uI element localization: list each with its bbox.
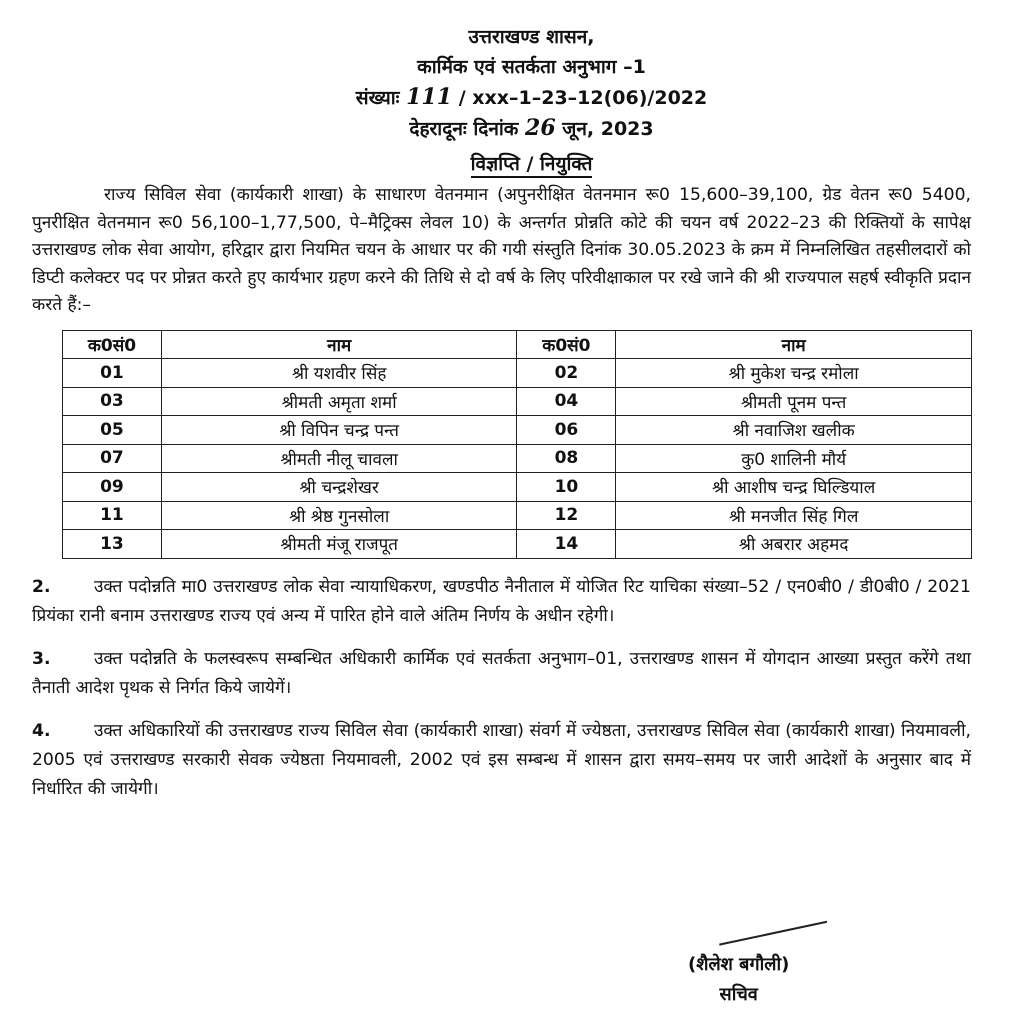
date-suffix: जून, 2023	[562, 118, 654, 140]
name-cell: श्री श्रेष्ठ गुनसोला	[161, 501, 517, 530]
name-cell: श्रीमती अमृता शर्मा	[161, 387, 517, 416]
serial-cell: 08	[517, 444, 616, 473]
serial-cell: 07	[63, 444, 162, 473]
clause-4	[32, 717, 971, 804]
department-name: कार्मिक एवं सतर्कता अनुभाग –1	[417, 56, 646, 78]
name-cell: श्री विपिन चन्द्र पन्त	[161, 416, 517, 445]
name-cell: श्रीमती पूनम पन्त	[616, 387, 972, 416]
serial-cell: 10	[517, 473, 616, 502]
name-cell: श्री नवाजिश खलीक	[616, 416, 972, 445]
serial-cell: 02	[517, 359, 616, 388]
clause-3	[32, 645, 971, 703]
name-cell: कु0 शालिनी मौर्य	[616, 444, 972, 473]
name-cell: श्री आशीष चन्द्र घिल्डियाल	[616, 473, 972, 502]
serial-cell: 04	[517, 387, 616, 416]
table-row	[63, 416, 972, 445]
table-row	[63, 444, 972, 473]
name-cell: श्री चन्द्रशेखर	[161, 473, 517, 502]
serial-cell: 11	[63, 501, 162, 530]
intro-paragraph: राज्य सिविल सेवा (कार्यकारी शाखा) के साधारण वेतनमान (अपुनरीक्षित वेतनमान रू0 15,600–39,100, ग्रेड वेतन रू0 5400, पुनरीक्षित वेतनमान रू0 56,100–1,77,500, पे–मैट्रिक्स लेवल 10) के अन्तर्गत प्रोन्नति कोटे की चयन वर्ष 2022–23 की रिक्तियों के सापेक्ष उत्तराखण्ड लोक सेवा आयोग, हरिद्वार द्वारा नियमित चयन के आधार पर की गयी संस्तुति दिनांक 30.05.2023 के क्रम में निम्नलिखित तहसीलदारों को डिप्टी कलेक्टर पद पर प्रोन्नत करते हुए कार्यभार ग्रहण करने की तिथि से दो वर्ष के लिए परिवीक्षाकाल पर रखे जाने की श्री राज्यपाल सहर्ष स्वीकृति प्रदान करते हैं:–	[32, 185, 971, 315]
government-name: उत्तराखण्ड शासन,	[468, 26, 595, 48]
name-cell: श्रीमती मंजू राजपूत	[161, 530, 517, 559]
reference-prefix: संख्याः	[355, 87, 400, 109]
clause-number: 4.	[32, 720, 51, 741]
clause-2	[32, 573, 971, 631]
name-cell: श्रीमती नीलू चावला	[161, 444, 517, 473]
clause-text: उक्त पदोन्नति मा0 उत्तराखण्ड लोक सेवा न्यायाधिकरण, खण्डपीठ नैनीताल में योजित रिट याचिका संख्या–52 / एन0बी0 / डी0बी0 / 2021 प्रियंका रानी बनाम उत्तराखण्ड राज्य एवं अन्य में पारित होने वाले अंतिम निर्णय के अधीन रहेगी।	[32, 576, 971, 626]
clause-text: उक्त पदोन्नति के फलस्वरूप सम्बन्धित अधिकारी कार्मिक एवं सतर्कता अनुभाग–01, उत्तराखण्ड शासन में योगदान आख्या प्रस्तुत करेंगे तथा तैनाती आदेश पृथक से निर्गत किये जायेगें।	[32, 648, 971, 698]
serial-cell: 03	[63, 387, 162, 416]
name-cell: श्री मुकेश चन्द्र रमोला	[616, 359, 972, 388]
col-serial-2: क0सं0	[517, 330, 616, 359]
subject-heading	[92, 150, 971, 176]
signatory-name: (शैलेश बगौली)	[688, 954, 790, 975]
reference-suffix: / xxx–1–23–12(06)/2022	[458, 87, 708, 109]
table-header-row	[63, 330, 972, 359]
date-prefix: देहरादूनः दिनांक	[409, 118, 519, 140]
signature-block	[688, 950, 789, 1010]
serial-cell: 13	[63, 530, 162, 559]
name-cell: श्री यशवीर सिंह	[161, 359, 517, 388]
serial-cell: 09	[63, 473, 162, 502]
signatory-designation: सचिव	[719, 984, 758, 1005]
col-name-1: नाम	[161, 330, 517, 359]
reference-number	[92, 82, 971, 113]
col-name-2: नाम	[616, 330, 972, 359]
table-row	[63, 387, 972, 416]
promotion-table	[62, 330, 972, 559]
clause-text: उक्त अधिकारियों की उत्तराखण्ड राज्य सिविल सेवा (कार्यकारी शाखा) संवर्ग में ज्येष्ठता, उत्तराखण्ड सिविल सेवा (कार्यकारी शाखा) नियमावली, 2005 एवं उत्तराखण्ड सरकारी सेवक ज्येष्ठता नियमावली, 2002 एवं इस सम्बन्ध में शासन द्वारा समय–समय पर जारी आदेशों के अनुसार बाद में निर्धारित की जायेगी।	[32, 720, 971, 799]
reference-handwritten-number: 111	[406, 84, 453, 110]
document-header	[92, 22, 971, 144]
date-handwritten-day: 26	[525, 115, 556, 141]
table-row	[63, 530, 972, 559]
issue-date	[92, 113, 971, 144]
serial-cell: 06	[517, 416, 616, 445]
clause-number: 3.	[32, 648, 51, 669]
table-row	[63, 473, 972, 502]
name-cell: श्री मनजीत सिंह गिल	[616, 501, 972, 530]
col-serial-1: क0सं0	[63, 330, 162, 359]
table-row	[63, 359, 972, 388]
serial-cell: 01	[63, 359, 162, 388]
serial-cell: 05	[63, 416, 162, 445]
clause-number: 2.	[32, 576, 51, 597]
serial-cell: 12	[517, 501, 616, 530]
subject-text: विज्ञप्ति / नियुक्ति	[471, 153, 593, 178]
table-row	[63, 501, 972, 530]
serial-cell: 14	[517, 530, 616, 559]
name-cell: श्री अबरार अहमद	[616, 530, 972, 559]
